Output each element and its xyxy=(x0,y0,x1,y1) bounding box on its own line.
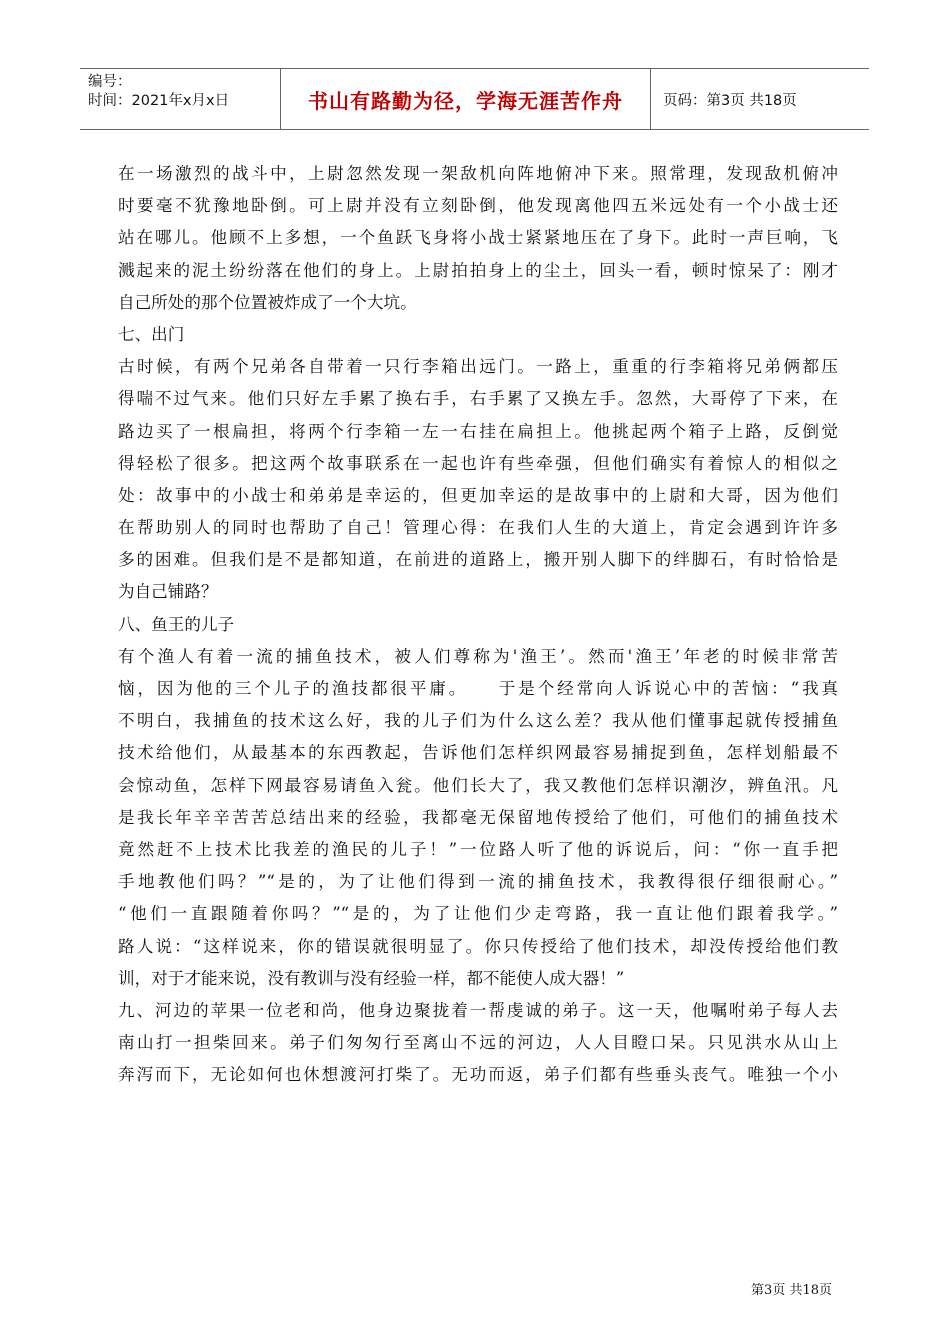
text-line: 在一场激烈的战斗中，上尉忽然发现一架敌机向阵地俯冲下来。照常理，发现敌机俯冲 xyxy=(118,164,838,183)
document-number-label: 编号： xyxy=(88,74,132,90)
text-line: “他们一直跟随着你吗？”“是的，为了让他们少走弯路，我一直让他们跟着我学。” xyxy=(118,904,838,924)
header-motto-cell xyxy=(280,69,651,129)
text-line: 竟然赶不上技术比我差的渔民的儿子！”一位路人听了他的诉说后，问：“你一直手把 xyxy=(118,839,838,859)
header-meta xyxy=(80,69,280,129)
text-line: 得轻松了很多。把这两个故事联系在一起也许有些牵强，但他们确实有着惊人的相似之 xyxy=(118,453,838,473)
section-heading: 八、鱼王的儿子 xyxy=(118,614,235,634)
text-line: 技术给他们，从最基本的东西教起，告诉他们怎样织网最容易捕捉到鱼，怎样划船最不 xyxy=(118,743,838,763)
text-line: 不明白，我捕鱼的技术这么好，我的儿子们为什么这么差？我从他们懂事起就传授捕鱼 xyxy=(118,711,838,731)
text-line: 会惊动鱼，怎样下网最容易请鱼入瓮。他们长大了，我又教他们怎样识潮汐，辨鱼汛。凡 xyxy=(118,775,838,795)
document-time-label: 时间：2021年x月x日 xyxy=(88,93,230,109)
page-header xyxy=(80,68,869,130)
text-line: 有个渔人有着一流的捕鱼技术，被人们尊称为'渔王’。然而'渔王’年老的时候非常苦 xyxy=(118,646,838,666)
text-line: 溅起来的泥土纷纷落在他们的身上。上尉拍拍身上的尘土，回头一看，顿时惊呆了：刚才 xyxy=(118,260,838,280)
text-line: 训，对于才能来说，没有教训与没有经验一样，都不能使人成大器！” xyxy=(118,968,625,988)
text-line: 九、河边的苹果一位老和尚，他身边聚拢着一帮虔诚的弟子。这一天，他嘱咐弟子每人去 xyxy=(118,1000,838,1020)
text-line: 恼，因为他的三个儿子的渔技都很平庸。 于是个经常向人诉说心中的苦恼：“我真 xyxy=(118,679,838,698)
text-line: 路边买了一根扁担，将两个行李箱一左一右挂在扁担上。他挑起两个箱子上路，反倒觉 xyxy=(118,421,838,441)
footer-page-number: 第3页 共18页 xyxy=(751,1283,832,1298)
text-line: 路人说：“这样说来，你的错误就很明显了。你只传授给了他们技术，却没传授给他们教 xyxy=(118,936,838,956)
text-line: 手地教他们吗？”“是的，为了让他们得到一流的捕鱼技术，我教得很仔细很耐心。” xyxy=(118,872,838,892)
text-line: 处：故事中的小战士和弟弟是幸运的，但更加幸运的是故事中的上尉和大哥，因为他们 xyxy=(118,485,838,505)
text-line: 在帮助别人的同时也帮助了自己！管理心得：在我们人生的大道上，肯定会遇到许许多 xyxy=(118,518,838,538)
text-line: 南山打一担柴回来。弟子们匆匆行至离山不远的河边，人人目瞪口呆。只见洪水从山上 xyxy=(118,1033,838,1053)
text-line: 古时候，有两个兄弟各自带着一只行李箱出远门。一路上，重重的行李箱将兄弟俩都压 xyxy=(118,357,838,377)
header-motto: 书山有路勤为径，学海无涯苦作舟 xyxy=(308,88,623,113)
document-body xyxy=(118,158,838,1091)
page-footer xyxy=(751,1279,832,1298)
text-line: 得喘不过气来。他们只好左手累了换右手，右手累了又换左手。忽然，大哥停了下来，在 xyxy=(118,389,838,409)
text-line: 自己所处的那个位置被炸成了一个大坑。 xyxy=(118,292,417,312)
text-line: 是我长年辛辛苦苦总结出来的经验，我都毫无保留地传授给了他们，可他们的捕鱼技术 xyxy=(118,807,838,827)
text-line: 为自己铺路？ xyxy=(118,582,218,602)
text-line: 时要毫不犹豫地卧倒。可上尉并没有立刻卧倒，他发现离他四五米远处有一个小战士还 xyxy=(118,196,838,216)
text-line: 奔泻而下，无论如何也休想渡河打柴了。无功而返，弟子们都有些垂头丧气。唯独一个小 xyxy=(118,1065,838,1085)
text-line: 站在哪儿。他顾不上多想，一个鱼跃飞身将小战士紧紧地压在了身下。此时一声巨响，飞 xyxy=(118,228,838,248)
text-line: 多的困难。但我们是不是都知道，在前进的道路上，搬开别人脚下的绊脚石，有时恰恰是 xyxy=(118,550,838,570)
header-page-cell xyxy=(651,69,869,129)
section-heading: 七、出门 xyxy=(118,324,185,344)
header-page-number: 页码：第3页 共18页 xyxy=(663,92,797,109)
